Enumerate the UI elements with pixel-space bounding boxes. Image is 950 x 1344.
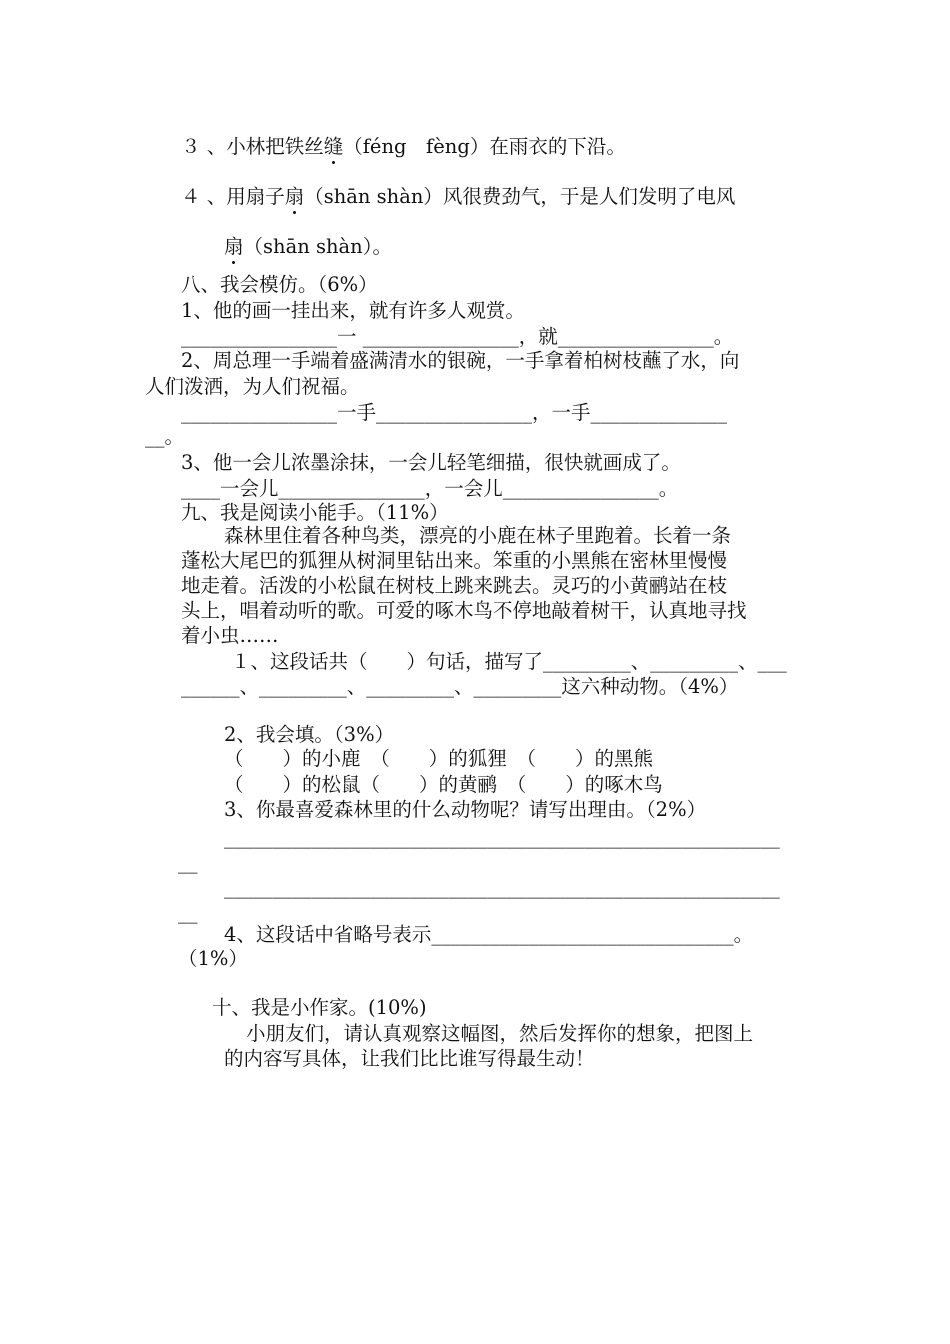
section10-line1: 小朋友们，请认真观察这幅图，然后发挥你的想象，把图上 bbox=[246, 1022, 754, 1045]
passage-line: 森林里住着各种鸟类，漂亮的小鹿在林子里跑着。长着一条 bbox=[224, 524, 732, 547]
q9-3-answer-tail2: __ bbox=[178, 901, 198, 924]
q9-2-title: 2、我会填。（3%） bbox=[224, 723, 395, 746]
q7-4-line2-after: （shān shàn）。 bbox=[243, 235, 392, 258]
q9-3-answer-tail1: __ bbox=[178, 851, 198, 874]
q7-4-line2 bbox=[224, 234, 392, 260]
q9-3-answer-line2: _________________________________________________________ bbox=[224, 876, 780, 899]
q9-3-answer-line1: _________________________________________________________ bbox=[224, 826, 780, 849]
q8-1-answer: ________________一 ________________，就________________。 bbox=[181, 325, 734, 348]
q9-3-title: 3、你最喜爱森林里的什么动物呢？请写出理由。（2%） bbox=[224, 798, 707, 821]
q7-4-dotted-char: 扇 bbox=[284, 185, 305, 208]
passage-line: 着小虫…… bbox=[181, 624, 279, 647]
q7-3-after: （féng fèng）在雨衣的下沿。 bbox=[343, 135, 626, 158]
q8-2-line1: 2、周总理一手端着盛满清水的银碗，一手拿着柏树枝蘸了水，向 bbox=[181, 349, 740, 372]
q8-1-text: 1、他的画一挂出来，就有许多人观赏。 bbox=[181, 299, 525, 322]
passage-line: 地走着。活泼的小松鼠在树枝上跳来跳去。灵巧的小黄鹂站在枝 bbox=[181, 574, 728, 597]
q9-1-line1: １、这段话共（ ）句话，描写了_________、_________、___ bbox=[231, 650, 787, 673]
q7-4-before: ４ 、用扇子 bbox=[181, 185, 285, 208]
section10-line2: 的内容写具体，让我们比比谁写得最生动！ bbox=[224, 1047, 595, 1070]
q8-3-answer: ____一会儿_______________，一会儿________________。 bbox=[181, 477, 679, 500]
q7-4-after: （shān shàn）风很费劲气，于是人们发明了电风 bbox=[304, 185, 736, 208]
q8-3-text: 3、他一会儿浓墨涂抹，一会儿轻笔细描，很快就画成了。 bbox=[181, 451, 681, 474]
q7-4-line1 bbox=[181, 184, 735, 210]
q9-4-line2: （1%） bbox=[178, 947, 248, 970]
q8-2-answer2: __。 bbox=[145, 425, 185, 448]
passage-line: 头上，唱着动听的歌。可爱的啄木鸟不停地敲着树干，认真地寻找 bbox=[181, 599, 747, 622]
section8-title: 八、我会模仿。（6%） bbox=[181, 273, 378, 296]
section9-title: 九、我是阅读小能手。（11%） bbox=[181, 501, 449, 524]
passage-line: 蓬松大尾巴的狐狸从树洞里钻出来。笨重的小黑熊在密林里慢慢 bbox=[181, 549, 728, 572]
q7-3-before: ３ 、小林把铁丝 bbox=[181, 135, 324, 158]
q7-3-dotted-char: 缝 bbox=[323, 135, 344, 158]
section10-title: 十、我是小作家。(10%) bbox=[212, 996, 427, 1019]
q9-2-row2: （ ）的松鼠（ ）的黄鹂 （ ）的啄木鸟 bbox=[224, 773, 663, 796]
q7-3-line bbox=[181, 134, 626, 160]
q9-4-line1: 4、这段话中省略号表示_______________________________。 bbox=[224, 923, 754, 946]
q8-2-line2: 人们泼洒，为人们祝福。 bbox=[145, 375, 360, 398]
q7-4-line2-dotted-char: 扇 bbox=[224, 235, 244, 258]
q9-2-row1: （ ）的小鹿 （ ）的狐狸 （ ）的黑熊 bbox=[224, 747, 654, 770]
q9-1-line2: ______、_________、_________、_________这六种动物。（4%） bbox=[181, 675, 739, 698]
q8-2-answer1: ________________一手________________，一手______________ bbox=[181, 401, 728, 424]
